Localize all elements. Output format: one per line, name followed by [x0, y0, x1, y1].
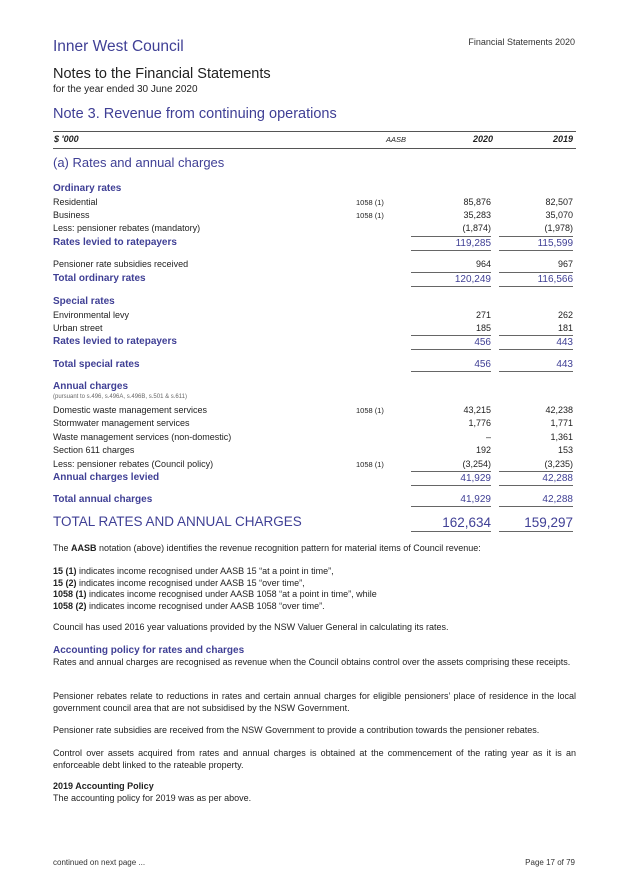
legend-item: 1058 (1) indicates income recognised under AASB 1058 “at a point in time”, while: [53, 589, 377, 599]
table-row: Residential 1058 (1) 85,876 82,507: [53, 197, 573, 207]
total-row: Total special rates 456 443: [53, 359, 573, 370]
table-row: Pensioner rate subsidies received 964 967: [53, 259, 573, 269]
table-row: Domestic waste management services 1058 (1) 43,215 42,238: [53, 405, 573, 415]
table-row: Less: pensioner rebates (mandatory) (1,874) (1,978): [53, 223, 573, 233]
legend-item: 15 (1) indicates income recognised under AASB 15 “at a point in time”,: [53, 566, 334, 576]
subtotal-row: Annual charges levied 41,929 42,288: [53, 472, 573, 484]
total-row: Total annual charges 41,929 42,288: [53, 494, 573, 505]
table-row: Section 611 charges 192 153: [53, 445, 573, 455]
valuations-text: Council has used 2016 year valuations provided by the NSW Valuer General in calculating its rates.: [53, 622, 449, 632]
continued-notice: continued on next page ...: [53, 858, 146, 867]
legend-item: 1058 (2) indicates income recognised under AASB 1058 “over time”.: [53, 600, 325, 611]
policy-paragraph: Pensioner rate subsidies are received from the NSW Government to provide a contribution towards the pensioner rebates.: [53, 725, 540, 735]
table-row: Environmental levy 271 262: [53, 310, 573, 320]
unit-label: $ '000: [54, 134, 79, 144]
note-title: Note 3. Revenue from continuing operations: [53, 106, 337, 122]
legend-item: 15 (2) indicates income recognised under AASB 15 “over time”,: [53, 577, 305, 588]
page-title: Notes to the Financial Statements: [53, 66, 271, 82]
table-row: Less: pensioner rebates (Council policy) 1058 (1) (3,254) (3,235): [53, 459, 573, 469]
page-subtitle: for the year ended 30 June 2020: [53, 84, 198, 95]
aasb-notation-text: The AASB notation (above) identifies the revenue recognition pattern for material items of Council revenue:: [53, 543, 481, 553]
policy-heading: Accounting policy for rates and charges: [53, 645, 245, 656]
year-2019-header: 2019: [552, 134, 573, 144]
subtotal-row: Rates levied to ratepayers 456 443: [53, 336, 573, 348]
policy-paragraph: Rates and annual charges are recognised as revenue when the Council obtains control over the assets comprising these receipts.: [53, 657, 571, 667]
table-header: [53, 131, 576, 149]
total-row: Total ordinary rates 120,249 116,566: [53, 273, 573, 285]
ordinary-rates-heading: Ordinary rates: [53, 183, 122, 194]
annual-charges-heading: Annual charges: [53, 381, 129, 392]
grand-total-row: TOTAL RATES AND ANNUAL CHARGES 162,634 159,297: [53, 514, 573, 530]
policy-2019-text: The accounting policy for 2019 was as per above.: [53, 793, 252, 803]
organisation-name: Inner West Council: [53, 38, 184, 55]
document-type: Financial Statements 2020: [468, 37, 575, 47]
table-row: Business 1058 (1) 35,283 35,070: [53, 210, 573, 220]
policy-2019-heading: 2019 Accounting Policy: [53, 781, 154, 791]
policy-paragraph: Pensioner rebates relate to reductions in rates and certain annual charges for eligible pensioners’ place of residence in the local government council area that are not subsidised by the NSW Government.: [53, 691, 576, 713]
aasb-legend: [53, 566, 576, 612]
page-number: Page 17 of 79: [525, 858, 575, 867]
legislation-note: (pursuant to s.496, s.496A, s.496B, s.501 & s.611): [53, 394, 187, 400]
section-a-heading: (a) Rates and annual charges: [53, 155, 225, 170]
year-2020-header: 2020: [472, 134, 493, 144]
policy-paragraph: Control over assets acquired from rates and annual charges is obtained at the commencement of the rating year as it is an enforceable debt linked to the rateable property.: [53, 748, 576, 770]
special-rates-heading: Special rates: [53, 296, 115, 307]
table-row: Urban street 185 181: [53, 323, 573, 333]
table-row: Waste management services (non-domestic) – 1,361: [53, 432, 573, 442]
aasb-header: AASB: [386, 135, 407, 144]
subtotal-row: Rates levied to ratepayers 119,285 115,599: [53, 237, 573, 249]
table-row: Stormwater management services 1,776 1,771: [53, 418, 573, 428]
